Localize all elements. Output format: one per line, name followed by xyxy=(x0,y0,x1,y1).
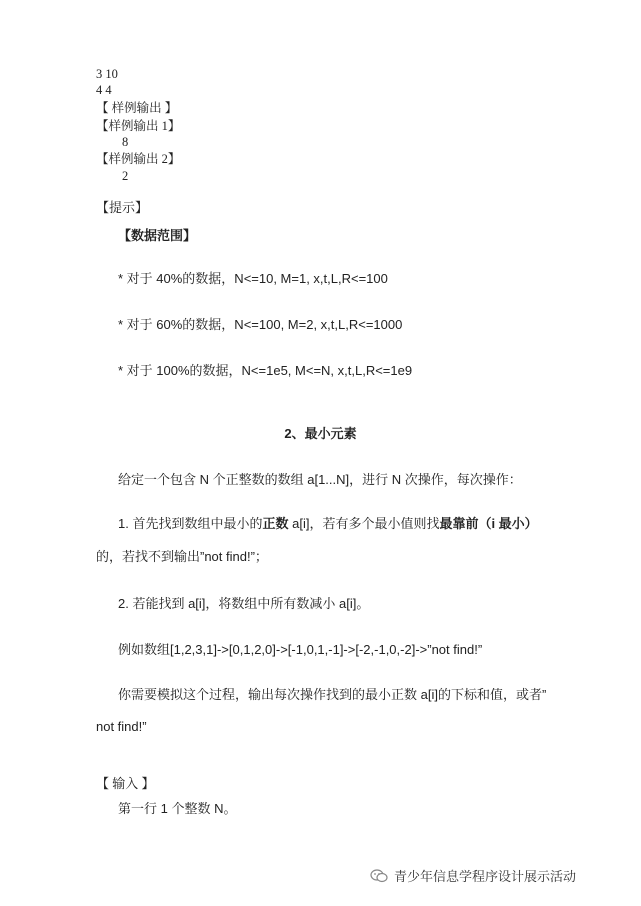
step1-part-b: a[i]，若有多个最小值则找 xyxy=(288,516,440,531)
data-range-item-100: * 对于 100%的数据，N<=1e5, M<=N, x,t,L,R<=1e9 xyxy=(118,363,413,378)
wechat-icon xyxy=(370,869,388,883)
data-range-item-60: * 对于 60%的数据，N<=100, M=2, x,t,L,R<=1000 xyxy=(118,317,403,332)
step1-bold-first: 最靠前（i 最小） xyxy=(439,516,538,531)
example-line: 例如数组[1,2,3,1]->[0,1,2,0]->[-1,0,1,-1]->[-2,-1,0,-2]->”not find!” xyxy=(118,642,483,657)
sample-output-1-label: 【样例输出 1】 xyxy=(96,119,181,133)
input-first-line: 第一行 1 个整数 N。 xyxy=(118,801,237,816)
step1-bold-positive: 正数 xyxy=(262,516,289,531)
input-label: 【 输入 】 xyxy=(96,776,155,791)
sample-output-2-label: 【样例输出 2】 xyxy=(96,152,181,166)
data-range-label: 【数据范围】 xyxy=(118,228,197,243)
footer-watermark xyxy=(370,866,576,885)
sample-input-line-2: 4 4 xyxy=(96,83,112,97)
step1-line1 xyxy=(118,515,538,533)
problem2-intro: 给定一个包含 N 个正整数的数组 a[1...N]，进行 N 次操作，每次操作： xyxy=(118,472,522,487)
task-line-2: not find!” xyxy=(96,719,147,734)
sample-input-line-1: 3 10 xyxy=(96,67,118,81)
data-range-item-40: * 对于 40%的数据，N<=10, M=1, x,t,L,R<=100 xyxy=(118,271,388,286)
footer-text: 青少年信息学程序设计展示活动 xyxy=(394,869,577,884)
sample-output-1-value: 8 xyxy=(122,135,129,149)
hint-label: 【提示】 xyxy=(96,200,149,215)
step2: 2. 若能找到 a[i]，将数组中所有数减小 a[i]。 xyxy=(118,596,370,611)
step1-part-a: 1. 首先找到数组中最小的 xyxy=(118,516,263,531)
sample-output-2-value: 2 xyxy=(122,169,129,183)
step1-line2: 的，若找不到输出”not find!”； xyxy=(96,549,268,564)
problem2-title: 2、最小元素 xyxy=(284,426,357,441)
task-line-1: 你需要模拟这个过程，输出每次操作找到的最小正数 a[i]的下标和值，或者” xyxy=(118,687,547,702)
sample-output-header: 【 样例输出 】 xyxy=(96,101,178,115)
